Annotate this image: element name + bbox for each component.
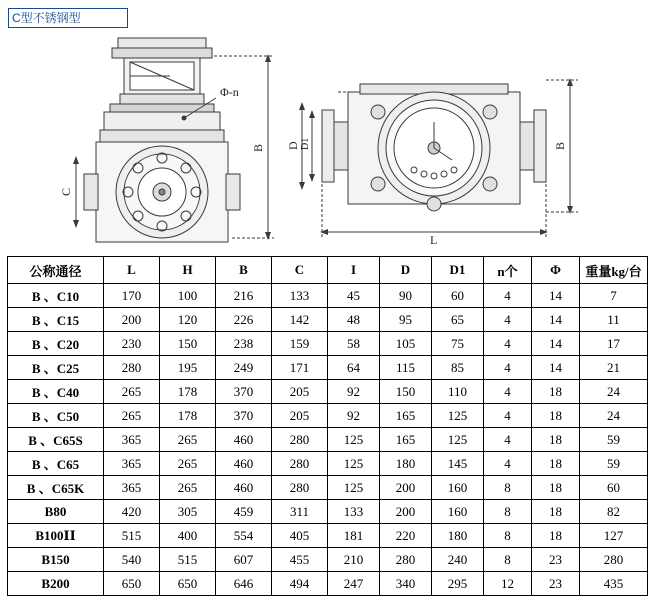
cell-model: B 、C65K (8, 476, 104, 500)
cell-weight: 59 (580, 428, 648, 452)
cell-D1: 110 (432, 380, 484, 404)
table-header-row (8, 257, 648, 284)
cell-n: 4 (484, 332, 532, 356)
cell-D: 180 (380, 452, 432, 476)
cell-C: 205 (272, 380, 328, 404)
table-row (8, 500, 648, 524)
cell-L: 540 (104, 548, 160, 572)
cell-B: 249 (216, 356, 272, 380)
cell-H: 515 (160, 548, 216, 572)
cell-n: 4 (484, 428, 532, 452)
spec-table (7, 256, 648, 596)
cell-phi: 18 (532, 524, 580, 548)
cell-phi: 18 (532, 476, 580, 500)
cell-I: 92 (328, 404, 380, 428)
cell-D1: 160 (432, 500, 484, 524)
cell-C: 494 (272, 572, 328, 596)
cell-D: 95 (380, 308, 432, 332)
cell-B: 216 (216, 284, 272, 308)
cell-n: 12 (484, 572, 532, 596)
cell-D1: 65 (432, 308, 484, 332)
cell-D1: 60 (432, 284, 484, 308)
cell-weight: 82 (580, 500, 648, 524)
label-c-left: C (59, 187, 73, 196)
cell-phi: 18 (532, 452, 580, 476)
cell-phi: 14 (532, 284, 580, 308)
cell-C: 280 (272, 452, 328, 476)
page-title: C型不锈钢型 (12, 11, 81, 25)
cell-weight: 11 (580, 308, 648, 332)
cell-phi: 14 (532, 332, 580, 356)
cell-n: 4 (484, 284, 532, 308)
cell-L: 365 (104, 428, 160, 452)
cell-H: 178 (160, 380, 216, 404)
cell-D1: 145 (432, 452, 484, 476)
cell-phi: 14 (532, 308, 580, 332)
cell-I: 48 (328, 308, 380, 332)
label-d-right: D (286, 141, 300, 150)
cell-model: B150 (8, 548, 104, 572)
cell-n: 4 (484, 404, 532, 428)
label-d1-right: D1 (300, 137, 311, 150)
cell-C: 171 (272, 356, 328, 380)
cell-B: 460 (216, 428, 272, 452)
cell-D1: 295 (432, 572, 484, 596)
cell-I: 247 (328, 572, 380, 596)
cell-H: 305 (160, 500, 216, 524)
cell-model: B 、C20 (8, 332, 104, 356)
cell-I: 133 (328, 500, 380, 524)
label-b-left: B (251, 143, 265, 152)
cell-L: 650 (104, 572, 160, 596)
cell-C: 205 (272, 404, 328, 428)
cell-n: 4 (484, 308, 532, 332)
cell-H: 100 (160, 284, 216, 308)
cell-phi: 18 (532, 404, 580, 428)
label-l-bottom: L (430, 233, 438, 247)
table-row (8, 356, 648, 380)
cell-L: 265 (104, 380, 160, 404)
table-row (8, 308, 648, 332)
cell-H: 150 (160, 332, 216, 356)
cell-model: B200 (8, 572, 104, 596)
cell-D1: 125 (432, 428, 484, 452)
cell-n: 4 (484, 380, 532, 404)
cell-D: 165 (380, 428, 432, 452)
cell-L: 200 (104, 308, 160, 332)
cell-D: 200 (380, 476, 432, 500)
cell-C: 280 (272, 428, 328, 452)
cell-I: 92 (328, 380, 380, 404)
cell-C: 455 (272, 548, 328, 572)
table-row (8, 572, 648, 596)
cell-model: B 、C15 (8, 308, 104, 332)
cell-I: 58 (328, 332, 380, 356)
cell-weight: 280 (580, 548, 648, 572)
cell-L: 265 (104, 404, 160, 428)
cell-I: 45 (328, 284, 380, 308)
cell-model: B 、C65S (8, 428, 104, 452)
cell-B: 370 (216, 404, 272, 428)
cell-D: 340 (380, 572, 432, 596)
cell-B: 646 (216, 572, 272, 596)
cell-I: 125 (328, 428, 380, 452)
cell-phi: 18 (532, 428, 580, 452)
cell-H: 650 (160, 572, 216, 596)
cell-D: 165 (380, 404, 432, 428)
cell-n: 4 (484, 356, 532, 380)
cell-B: 226 (216, 308, 272, 332)
cell-B: 238 (216, 332, 272, 356)
cell-D: 115 (380, 356, 432, 380)
col-header-3: B (216, 257, 272, 284)
cell-H: 265 (160, 452, 216, 476)
cell-I: 210 (328, 548, 380, 572)
cell-n: 8 (484, 524, 532, 548)
table-row (8, 380, 648, 404)
table-row (8, 548, 648, 572)
cell-phi: 23 (532, 548, 580, 572)
cell-H: 120 (160, 308, 216, 332)
cell-I: 181 (328, 524, 380, 548)
cell-weight: 127 (580, 524, 648, 548)
col-header-7: D1 (432, 257, 484, 284)
col-header-1: L (104, 257, 160, 284)
cell-C: 133 (272, 284, 328, 308)
cell-B: 460 (216, 476, 272, 500)
cell-L: 365 (104, 452, 160, 476)
cell-D1: 240 (432, 548, 484, 572)
cell-H: 265 (160, 428, 216, 452)
cell-D: 200 (380, 500, 432, 524)
cell-weight: 7 (580, 284, 648, 308)
table-row (8, 428, 648, 452)
cell-n: 8 (484, 548, 532, 572)
cell-C: 311 (272, 500, 328, 524)
cell-L: 420 (104, 500, 160, 524)
cell-D1: 180 (432, 524, 484, 548)
cell-H: 195 (160, 356, 216, 380)
cell-n: 8 (484, 500, 532, 524)
cell-model: B 、C50 (8, 404, 104, 428)
cell-L: 230 (104, 332, 160, 356)
col-header-4: C (272, 257, 328, 284)
cell-C: 159 (272, 332, 328, 356)
cell-B: 460 (216, 452, 272, 476)
col-header-10: 重量kg/台 (580, 257, 648, 284)
cell-I: 125 (328, 476, 380, 500)
table-row (8, 332, 648, 356)
spec-table-wrap (7, 256, 647, 596)
cell-model: B 、C25 (8, 356, 104, 380)
table-row (8, 452, 648, 476)
col-header-6: D (380, 257, 432, 284)
cell-B: 459 (216, 500, 272, 524)
cell-L: 365 (104, 476, 160, 500)
cell-D: 220 (380, 524, 432, 548)
cell-phi: 18 (532, 500, 580, 524)
cell-H: 178 (160, 404, 216, 428)
cell-model: B 、C40 (8, 380, 104, 404)
cell-model: B 、C10 (8, 284, 104, 308)
cell-L: 280 (104, 356, 160, 380)
cell-D1: 85 (432, 356, 484, 380)
col-header-8: n个 (484, 257, 532, 284)
cell-D: 280 (380, 548, 432, 572)
cell-D: 90 (380, 284, 432, 308)
cell-weight: 59 (580, 452, 648, 476)
cell-weight: 17 (580, 332, 648, 356)
cell-weight: 60 (580, 476, 648, 500)
cell-L: 170 (104, 284, 160, 308)
cell-I: 64 (328, 356, 380, 380)
cell-B: 607 (216, 548, 272, 572)
technical-drawing (0, 26, 654, 248)
table-row (8, 476, 648, 500)
cell-phi: 18 (532, 380, 580, 404)
table-row (8, 404, 648, 428)
cell-D: 150 (380, 380, 432, 404)
label-phi-n: Φ-n (220, 85, 239, 99)
cell-model: B100ⅠⅠ (8, 524, 104, 548)
cell-weight: 21 (580, 356, 648, 380)
table-row (8, 524, 648, 548)
cell-B: 554 (216, 524, 272, 548)
cell-D1: 75 (432, 332, 484, 356)
cell-n: 8 (484, 476, 532, 500)
cell-C: 280 (272, 476, 328, 500)
cell-weight: 435 (580, 572, 648, 596)
cell-L: 515 (104, 524, 160, 548)
label-b-right: B (553, 141, 567, 150)
cell-n: 4 (484, 452, 532, 476)
col-header-0: 公称通径 (8, 257, 104, 284)
col-header-2: H (160, 257, 216, 284)
cell-H: 400 (160, 524, 216, 548)
cell-phi: 23 (532, 572, 580, 596)
col-header-5: I (328, 257, 380, 284)
cell-weight: 24 (580, 404, 648, 428)
cell-H: 265 (160, 476, 216, 500)
cell-C: 405 (272, 524, 328, 548)
cell-C: 142 (272, 308, 328, 332)
cell-model: B 、C65 (8, 452, 104, 476)
cell-I: 125 (328, 452, 380, 476)
col-header-9: Φ (532, 257, 580, 284)
cell-D: 105 (380, 332, 432, 356)
table-row (8, 284, 648, 308)
cell-weight: 24 (580, 380, 648, 404)
cell-B: 370 (216, 380, 272, 404)
cell-model: B80 (8, 500, 104, 524)
cell-D1: 160 (432, 476, 484, 500)
cell-D1: 125 (432, 404, 484, 428)
cell-phi: 14 (532, 356, 580, 380)
